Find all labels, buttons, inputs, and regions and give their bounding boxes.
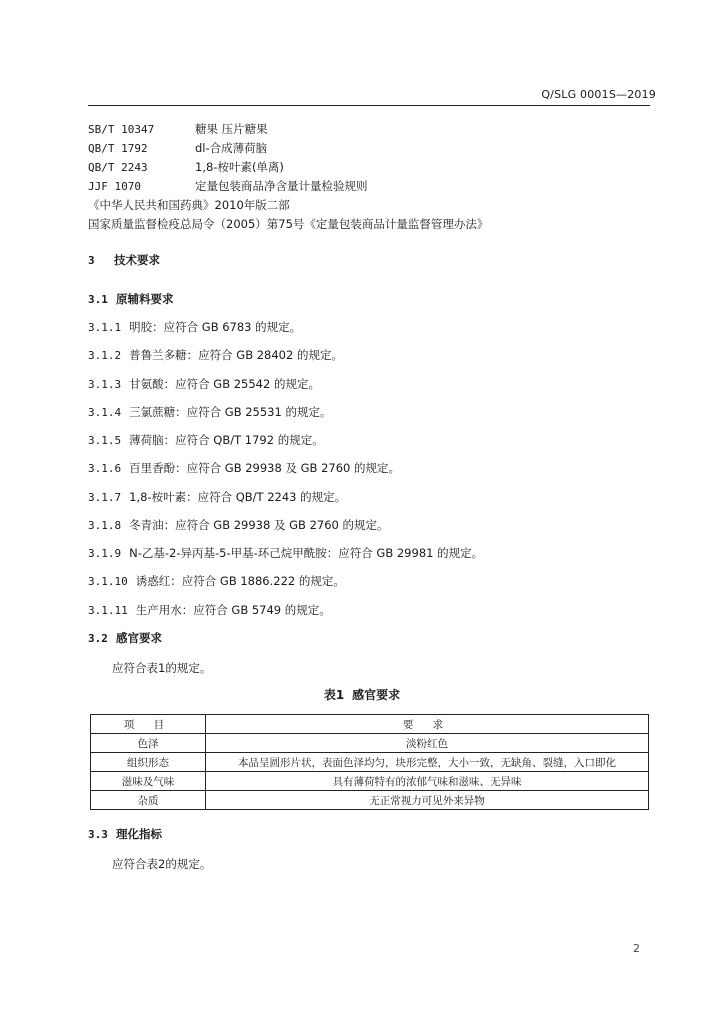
section-title: 原辅料要求 — [116, 292, 174, 306]
clause-number: 3.1.9 — [88, 547, 122, 560]
clause-number: 3.1.1 — [88, 321, 122, 334]
section-number: 3.1 — [88, 293, 108, 306]
table-caption-title: 感官要求 — [352, 688, 401, 702]
clause-text: 薄荷脑：应符合 QB/T 1792 的规定。 — [129, 433, 324, 447]
clause-number: 3.1.5 — [88, 434, 122, 447]
page-number: 2 — [633, 942, 640, 955]
table-caption-number: 表1 — [323, 688, 345, 702]
table-cell-requirement: 具有薄荷特有的浓郁气味和滋味、无异味 — [206, 772, 649, 791]
material-clause — [88, 573, 345, 589]
table-cell-requirement: 无正常视力可见外来异物 — [206, 791, 649, 810]
material-clause — [88, 347, 343, 363]
table-row — [91, 734, 649, 753]
clause-text: 1,8-桉叶素：应符合 QB/T 2243 的规定。 — [129, 490, 347, 504]
material-clause — [88, 432, 324, 448]
section-3-1-heading — [88, 291, 174, 307]
section-3-2-heading — [88, 630, 162, 646]
clause-number: 3.1.8 — [88, 519, 122, 532]
section-3-3-body: 应符合表2的规定。 — [112, 857, 212, 871]
material-clause — [88, 602, 331, 618]
clause-text: 生产用水：应符合 GB 5749 的规定。 — [135, 603, 331, 617]
table-cell-item: 色泽 — [91, 734, 206, 753]
table-header-row — [91, 715, 649, 734]
clause-number: 3.1.11 — [88, 604, 128, 617]
reference-row — [88, 158, 668, 177]
clause-text: N-乙基-2-异丙基-5-甲基-环己烷甲酰胺：应符合 GB 29981 的规定。 — [129, 546, 484, 560]
material-clause — [88, 517, 389, 533]
table-row — [91, 772, 649, 791]
material-clause — [88, 489, 346, 505]
table-header-requirement: 要 求 — [206, 715, 649, 734]
clause-text: 明胶：应符合 GB 6783 的规定。 — [129, 320, 302, 334]
table-header-item: 项 目 — [91, 715, 206, 734]
clause-number: 3.1.4 — [88, 406, 122, 419]
clause-number: 3.1.2 — [88, 349, 122, 362]
reference-code: QB/T 2243 — [88, 161, 148, 174]
section-number: 3.2 — [88, 632, 108, 645]
material-clause — [88, 545, 483, 561]
clause-number: 3.1.10 — [88, 575, 128, 588]
reference-code: JJF 1070 — [88, 180, 141, 193]
reference-full-row: 《中华人民共和国药典》2010年版二部 — [88, 198, 290, 212]
table-cell-item: 滋味及气味 — [91, 772, 206, 791]
clause-text: 甘氨酸：应符合 GB 25542 的规定。 — [129, 377, 320, 391]
clause-text: 冬青油：应符合 GB 29938 及 GB 2760 的规定。 — [129, 518, 389, 532]
reference-title: 定量包装商品净含量计量检验规则 — [195, 179, 368, 193]
reference-full-row: 国家质量监督检疫总局令（2005）第75号《定量包装商品计量监督管理办法》 — [88, 217, 489, 231]
section-title: 理化指标 — [116, 827, 162, 841]
section-number: 3 — [88, 254, 95, 267]
clause-text: 三氯蔗糖：应符合 GB 25531 的规定。 — [129, 405, 332, 419]
reference-code: SB/T 10347 — [88, 123, 155, 136]
material-clause — [88, 460, 400, 476]
clause-number: 3.1.6 — [88, 462, 122, 475]
section-number: 3.3 — [88, 828, 108, 841]
section-title: 技术要求 — [114, 253, 160, 267]
section-3-heading — [88, 252, 160, 268]
table-caption — [0, 686, 724, 703]
section-title: 感官要求 — [116, 631, 162, 645]
table-row — [91, 791, 649, 810]
table-cell-requirement: 本品呈圆形片状，表面色泽均匀，块形完整，大小一致，无缺角、裂缝，入口即化 — [206, 753, 649, 772]
clause-number: 3.1.3 — [88, 378, 122, 391]
sensory-requirements-table — [90, 714, 649, 810]
reference-row — [88, 139, 668, 158]
normative-references — [88, 120, 668, 234]
table-row — [91, 753, 649, 772]
clause-text: 诱惑红：应符合 GB 1886.222 的规定。 — [135, 574, 345, 588]
document-code: Q/SLG 0001S—2019 — [541, 88, 656, 101]
table-cell-requirement: 淡粉红色 — [206, 734, 649, 753]
table-cell-item: 杂质 — [91, 791, 206, 810]
reference-row — [88, 177, 668, 196]
material-clause — [88, 404, 331, 420]
reference-title: dl-合成薄荷脑 — [195, 141, 268, 155]
material-clause — [88, 319, 301, 335]
clause-text: 普鲁兰多糖：应符合 GB 28402 的规定。 — [129, 348, 343, 362]
section-3-2-body: 应符合表1的规定。 — [112, 661, 212, 675]
reference-row — [88, 120, 668, 139]
section-3-3-heading — [88, 826, 162, 842]
reference-title: 糖果 压片糖果 — [195, 122, 268, 136]
clause-text: 百里香酚：应符合 GB 29938 及 GB 2760 的规定。 — [129, 461, 401, 475]
reference-title: 1,8-桉叶素(单离) — [195, 160, 284, 174]
clause-number: 3.1.7 — [88, 491, 122, 504]
reference-code: QB/T 1792 — [88, 142, 148, 155]
header-rule — [88, 105, 650, 106]
table-cell-item: 组织形态 — [91, 753, 206, 772]
material-clause — [88, 376, 320, 392]
